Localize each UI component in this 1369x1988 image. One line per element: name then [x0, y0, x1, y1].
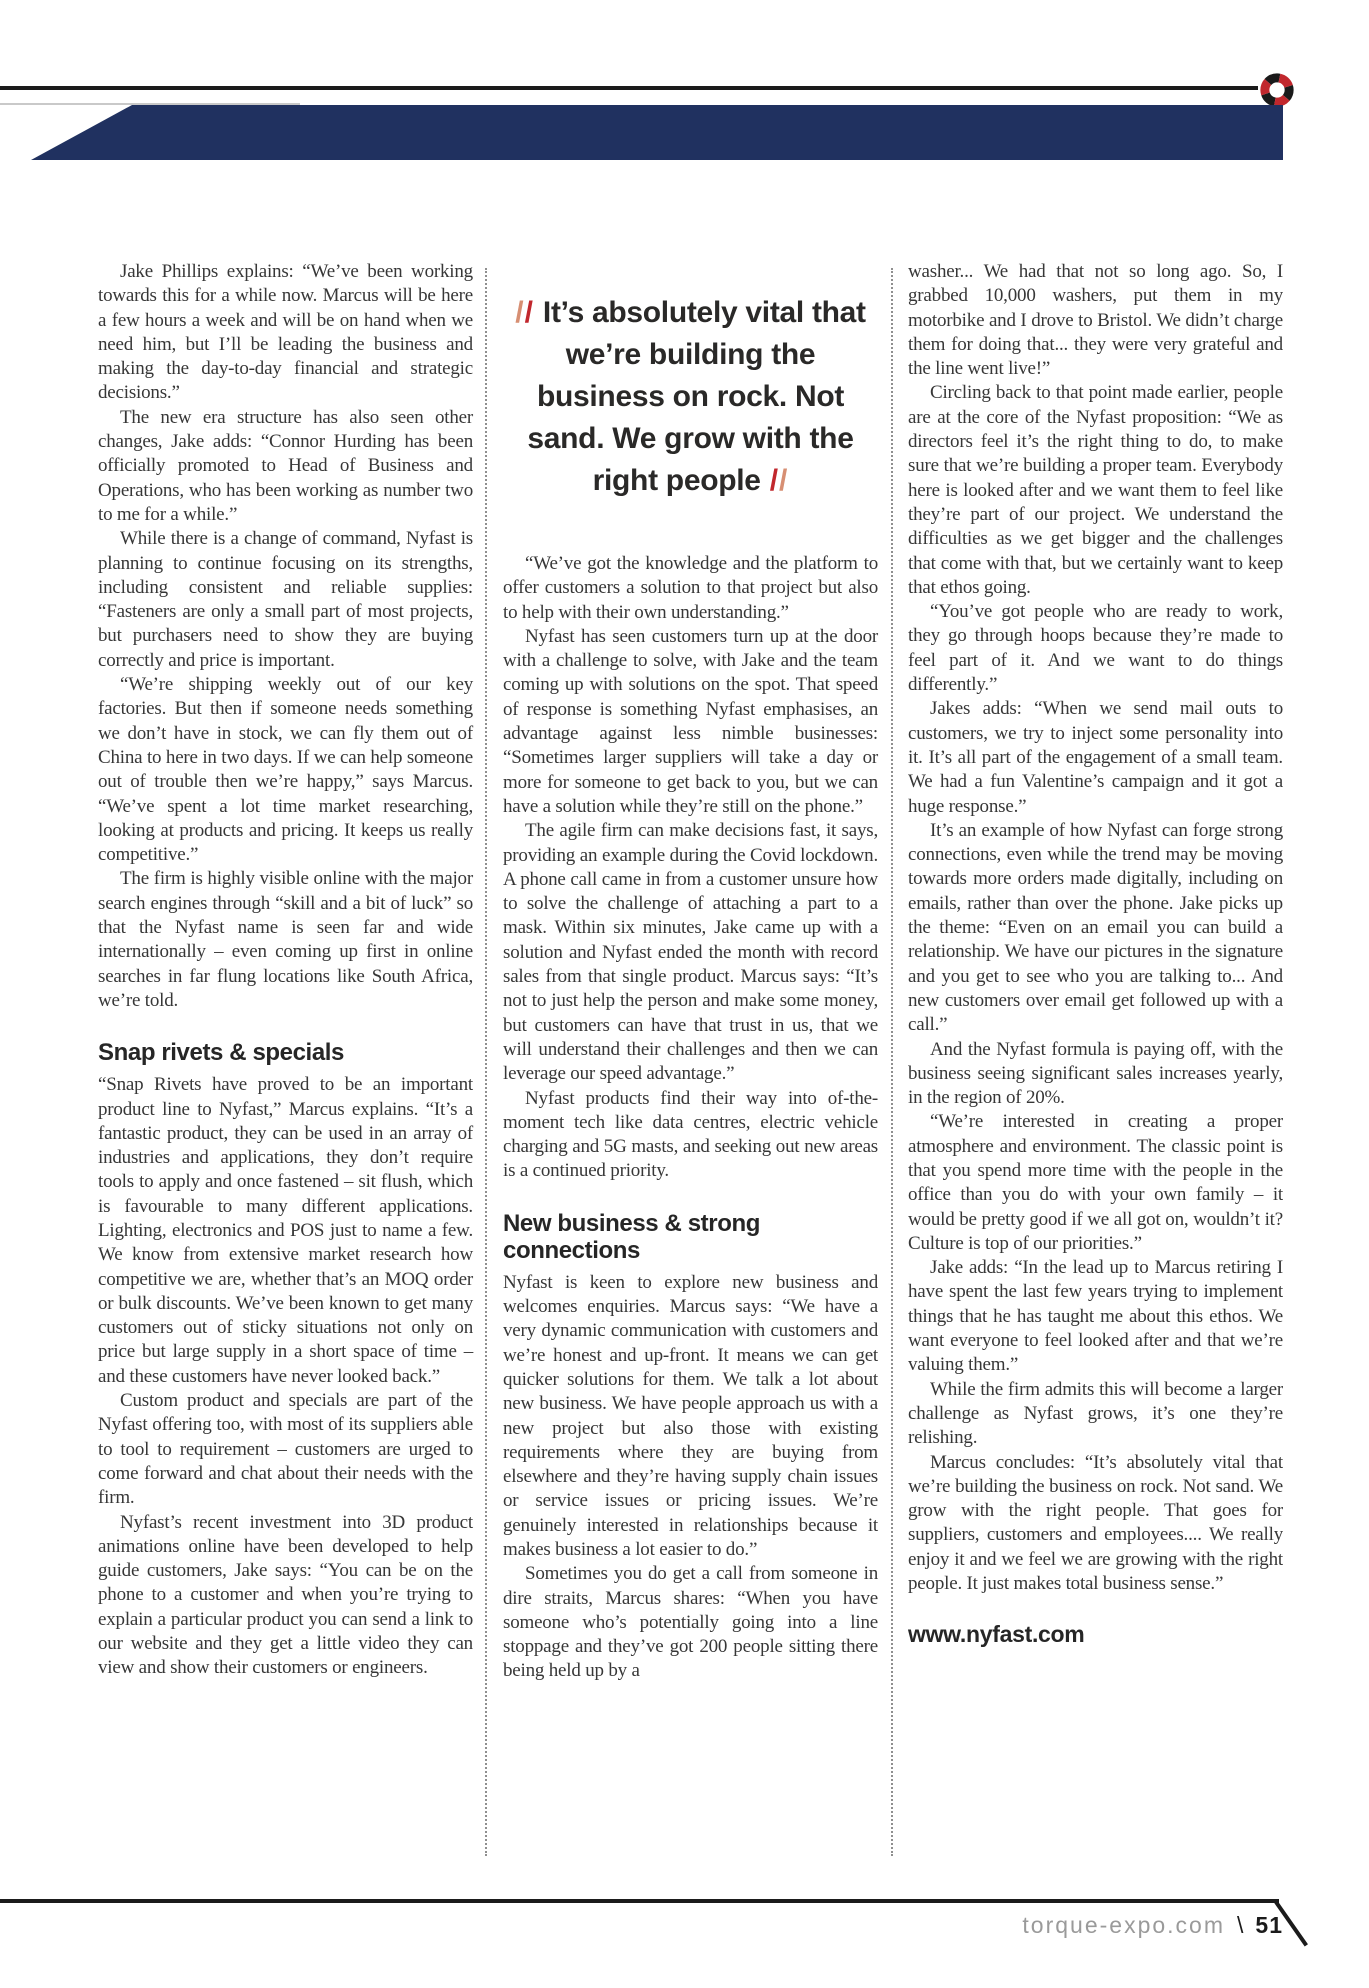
- paragraph: Marcus concludes: “It’s absolutely vital that we’re building the business on rock. Not sand. We grow with the right people. That goes for suppliers, customers and employees.... We really enjoy it and we feel we are growing with the right people. It just makes total business sense.”: [908, 1451, 1283, 1595]
- paragraph: Jake adds: “In the lead up to Marcus retiring I have spent the last few years trying to implement things that he has taught me about this ethos. We want everyone to feel looked after and that we’re valuing them.”: [908, 1257, 1283, 1376]
- website-link: www.nyfast.com: [908, 1621, 1085, 1648]
- paragraph: “We’ve got the knowledge and the platform to offer customers a solution to that project but also to help with their own understanding.”: [503, 553, 878, 623]
- paragraph: “Snap Rivets have proved to be an important product line to Nyfast,” Marcus explains. “It’s a fantastic product, they can be used in an array of industries and applications, they don’t require tools to apply and once fastened – sit flush, which is favourable to many different applications. Lighting, electronics and POS just to name a few. We know from extensive market research how competitive we are, whether that’s an MOQ order or bulk discounts. We’ve been known to get many customers out of sticky situations not only on price but large supply in a short space of time – and these customers have never looked back.”: [98, 1074, 473, 1387]
- header-rule: [0, 86, 1258, 90]
- paragraph: The agile firm can make decisions fast, it says, providing an example during the Covid lockdown. A phone call came in from a customer unsure how to solve the challenge of attaching a part to a mask. Within six minutes, Jake came up with a solution and Nyfast ended the month with record sales from that single product. Marcus says: “It’s not to just help the person and make some money, but customers can have that trust in us, that we will understand their challenges and then we can leverage our speed advantage.”: [503, 820, 878, 1085]
- pull-quote-text: It’s absolutely vital that we’re building the business on rock. Not sand. We grow with the right people: [527, 296, 866, 497]
- footer-separator: \: [1237, 1912, 1244, 1938]
- paragraph: The new era structure has also seen other changes, Jake adds: “Connor Hurding has been officially promoted to Head of Business and Operations, who has been working as number two to me for a while.”: [98, 406, 473, 525]
- paragraph: While the firm admits this will become a larger challenge as Nyfast grows, it’s one they’re relishing.: [908, 1378, 1283, 1449]
- paragraph: Nyfast’s recent investment into 3D product animations online have been developed to help guide customers, Jake says: “You can be on the phone to a customer and when you’re trying to explain a particular product you can send a link to our website and they get a little video they can view and show their customers or engineers.: [98, 1511, 473, 1679]
- paragraph: Custom product and specials are part of the Nyfast offering too, with most of its suppliers able to tool to requirement – customers are urged to come forward and chat about their needs with the firm.: [98, 1390, 473, 1509]
- slash-icon: /: [515, 296, 525, 329]
- paragraph: Circling back to that point made earlier, people are at the core of the Nyfast proposition: “We as directors feel it’s the right thing to do, to make sure that we’re building a proper team. Everybody here is looked after and we want them to feel like they’re part of our project. We understand the difficulties as we get bigger and the challenges that come with that, but we certainly want to keep that ethos going.: [908, 382, 1283, 598]
- paragraph: Nyfast has seen customers turn up at the door with a challenge to solve, with Jake and the team coming up with solutions on the spot. That speed of response is something Nyfast emphasises, an advantage against less nimble businesses: “Sometimes larger suppliers will take a day or more for someone to get back to you, but we can have a solution while they’re still on the phone.”: [503, 625, 878, 817]
- column-middle: [503, 260, 878, 1865]
- header-hairline: [0, 103, 300, 105]
- column-right: [908, 260, 1283, 1865]
- header-navy-band: [0, 105, 1283, 160]
- paragraph: washer... We had that not so long ago. So, I grabbed 10,000 washers, put them in my motorbike and I drove to Bristol. We didn’t charge them for doing that... they were very grateful and the line went live!”: [908, 261, 1283, 380]
- pull-quote: [507, 292, 874, 502]
- aperture-nut-icon: [1258, 71, 1296, 109]
- paragraph: “You’ve got people who are ready to work, they go through hoops because they’re made to feel part of it. And we want to do things differently.”: [908, 601, 1283, 696]
- footer-site-name: torque-expo.com: [1022, 1912, 1226, 1938]
- paragraph: “We’re shipping weekly out of our key factories. But then if someone needs something we don’t have in stock, we can fly them out of China to here in two days. If we can help someone out of trouble then we’re happy,” says Marcus. “We’ve spent a lot time market researching, looking at products and pricing. It keeps us really competitive.”: [98, 674, 473, 866]
- section-heading-new-business: New business & strong connections: [503, 1209, 760, 1264]
- column-left: [98, 260, 473, 1865]
- paragraph: It’s an example of how Nyfast can forge strong connections, even while the trend may be moving towards more orders made digitally, including on emails, rather than over the phone. Jake picks up the theme: “Even on an email you can build a relationship. We have our pictures in the signature and you get to see who you are talking to... And new customers over email get followed up with a call.”: [908, 819, 1283, 1036]
- paragraph: And the Nyfast formula is paying off, with the business seeing significant sales increases yearly, in the region of 20%.: [908, 1038, 1283, 1109]
- footer: [1022, 1912, 1283, 1939]
- paragraph: Nyfast is keen to explore new business and welcomes enquiries. Marcus says: “We have a very dynamic communication with customers and we’re honest and up-front. It means we can get quicker solutions for them. We talk a lot about new business. We have people approach us with a new project but also those with existing requirements where they are buying from elsewhere and they’re having supply chain issues or service issues or pricing issues. We’re genuinely interested in relationships because it makes business a lot easier to do.”: [503, 1271, 878, 1560]
- slash-icon: /: [769, 464, 780, 497]
- footer-rule: [0, 1899, 1279, 1903]
- paragraph: While there is a change of command, Nyfast is planning to continue focusing on its strengths, including consistent and reliable supplies: “Fasteners are only a small part of most projects, but purchasers need to show they are buying correctly and price is important.: [98, 528, 473, 671]
- footer-page-number: 51: [1255, 1912, 1283, 1938]
- article-body: [98, 260, 1283, 1865]
- paragraph: Jake Phillips explains: “We’ve been working towards this for a while now. Marcus will be here a few hours a week and will be on hand when we need him, but I’ll be leading the business and making the day-to-day financial and strategic decisions.”: [98, 261, 473, 404]
- slash-icon: /: [779, 464, 789, 497]
- section-heading-snap-rivets: Snap rivets & specials: [98, 1039, 344, 1067]
- slash-icon: /: [524, 296, 534, 329]
- paragraph: The firm is highly visible online with the major search engines through “skill and a bit of luck” so that the Nyfast name is seen far and wide internationally – even coming up first in online searches in far flung locations like South Africa, we’re told.: [98, 868, 473, 1011]
- paragraph: Sometimes you do get a call from someone in dire straits, Marcus shares: “When you have someone who’s potentially going into a line stoppage and they’ve got 200 people sitting there being held up by a: [503, 1563, 878, 1682]
- paragraph: Jakes adds: “When we send mail outs to customers, we try to inject some personality into it. It’s all part of the engagement of a small team. We had a fun Valentine’s campaign and it got a huge response.”: [908, 698, 1283, 817]
- paragraph: Nyfast products find their way into of-the-moment tech like data centres, electric vehicle charging and 5G masts, and seeking out new areas is a continued priority.: [503, 1087, 878, 1182]
- paragraph: “We’re interested in creating a proper atmosphere and environment. The classic point is that you spend more time with the people in the office than you do with your own family – it would be pretty good if we all got on, wouldn’t it? Culture is top of our priorities.”: [908, 1111, 1283, 1254]
